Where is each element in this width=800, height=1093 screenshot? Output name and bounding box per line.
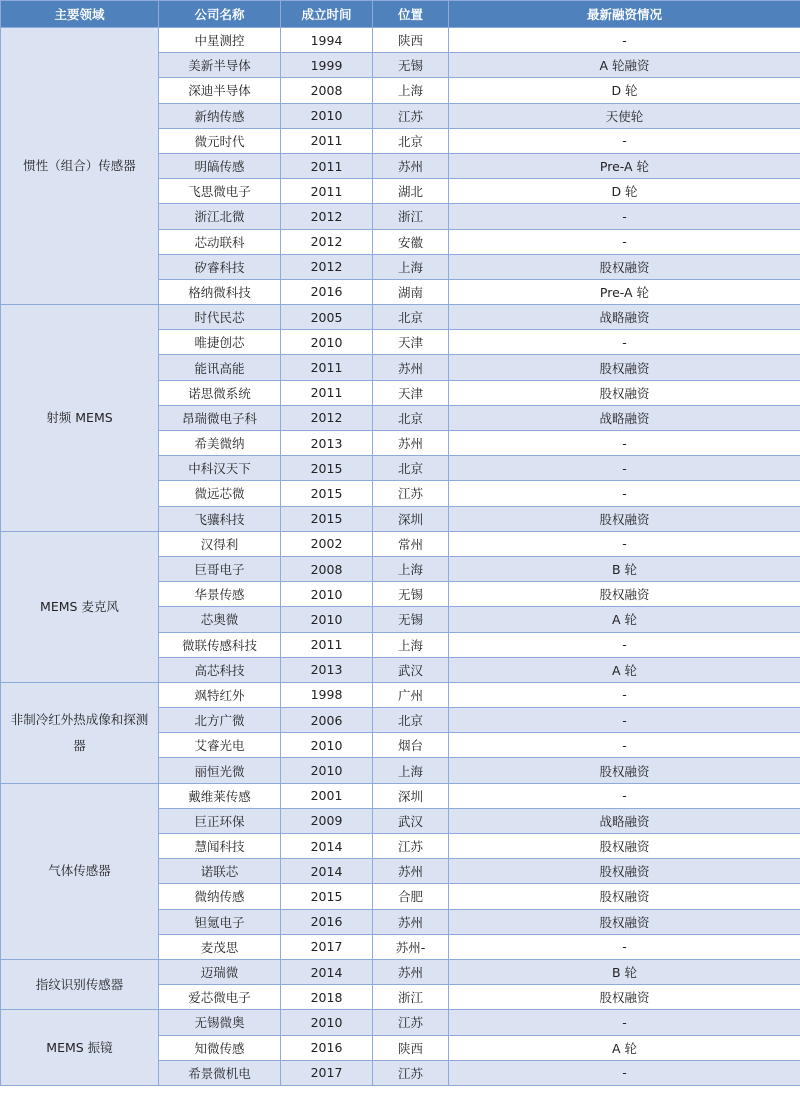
- funding-status-cell: -: [449, 229, 800, 254]
- table-body: [1, 28, 800, 1086]
- company-name-cell: 中科汉天下: [159, 456, 281, 481]
- funding-status-cell: A 轮融资: [449, 53, 800, 78]
- company-name-cell: 时代民芯: [159, 305, 281, 330]
- location-cell: 无锡: [373, 607, 449, 632]
- location-cell: 苏州: [373, 959, 449, 984]
- company-name-cell: 希美微纳: [159, 431, 281, 456]
- founded-year-cell: 2017: [281, 1060, 373, 1085]
- funding-status-cell: -: [449, 204, 800, 229]
- company-name-cell: 中星测控: [159, 28, 281, 53]
- location-cell: 常州: [373, 531, 449, 556]
- location-cell: 苏州: [373, 431, 449, 456]
- company-name-cell: 昂瑞微电子科: [159, 405, 281, 430]
- founded-year-cell: 2015: [281, 481, 373, 506]
- founded-year-cell: 1998: [281, 682, 373, 707]
- founded-year-cell: 2011: [281, 179, 373, 204]
- founded-year-cell: 2011: [281, 380, 373, 405]
- location-cell: 苏州-: [373, 934, 449, 959]
- funding-status-cell: -: [449, 1010, 800, 1035]
- founded-year-cell: 2001: [281, 783, 373, 808]
- company-name-cell: 深迪半导体: [159, 78, 281, 103]
- founded-year-cell: 2008: [281, 78, 373, 103]
- location-cell: 北京: [373, 405, 449, 430]
- founded-year-cell: 2018: [281, 985, 373, 1010]
- founded-year-cell: 2011: [281, 153, 373, 178]
- founded-year-cell: 2013: [281, 657, 373, 682]
- funding-status-cell: -: [449, 456, 800, 481]
- founded-year-cell: 2010: [281, 1010, 373, 1035]
- table-row: [1, 1010, 800, 1035]
- company-name-cell: 诺联芯: [159, 859, 281, 884]
- founded-year-cell: 2010: [281, 758, 373, 783]
- company-name-cell: 芯奥微: [159, 607, 281, 632]
- location-cell: 上海: [373, 632, 449, 657]
- location-cell: 苏州: [373, 153, 449, 178]
- header-funding: 最新融资情况: [449, 1, 800, 28]
- funding-status-cell: 股权融资: [449, 582, 800, 607]
- funding-status-cell: 股权融资: [449, 985, 800, 1010]
- company-name-cell: 能讯高能: [159, 355, 281, 380]
- category-cell: MEMS 振镜: [1, 1010, 159, 1086]
- funding-status-cell: -: [449, 128, 800, 153]
- location-cell: 合肥: [373, 884, 449, 909]
- funding-status-cell: -: [449, 934, 800, 959]
- location-cell: 安徽: [373, 229, 449, 254]
- company-name-cell: 爱芯微电子: [159, 985, 281, 1010]
- funding-status-cell: -: [449, 28, 800, 53]
- location-cell: 上海: [373, 758, 449, 783]
- founded-year-cell: 2014: [281, 959, 373, 984]
- founded-year-cell: 2016: [281, 279, 373, 304]
- funding-status-cell: B 轮: [449, 556, 800, 581]
- founded-year-cell: 2010: [281, 103, 373, 128]
- company-name-cell: 微元时代: [159, 128, 281, 153]
- founded-year-cell: 1999: [281, 53, 373, 78]
- company-name-cell: 浙江北微: [159, 204, 281, 229]
- founded-year-cell: 2010: [281, 733, 373, 758]
- location-cell: 无锡: [373, 582, 449, 607]
- funding-status-cell: Pre-A 轮: [449, 279, 800, 304]
- company-name-cell: 矽睿科技: [159, 254, 281, 279]
- company-name-cell: 格纳微科技: [159, 279, 281, 304]
- company-name-cell: 慧闻科技: [159, 834, 281, 859]
- funding-status-cell: 股权融资: [449, 834, 800, 859]
- company-name-cell: 美新半导体: [159, 53, 281, 78]
- location-cell: 浙江: [373, 204, 449, 229]
- location-cell: 烟台: [373, 733, 449, 758]
- location-cell: 北京: [373, 456, 449, 481]
- funding-status-cell: 股权融资: [449, 355, 800, 380]
- founded-year-cell: 2005: [281, 305, 373, 330]
- header-company: 公司名称: [159, 1, 281, 28]
- company-name-cell: 巨哥电子: [159, 556, 281, 581]
- location-cell: 广州: [373, 682, 449, 707]
- location-cell: 北京: [373, 305, 449, 330]
- location-cell: 深圳: [373, 783, 449, 808]
- founded-year-cell: 2002: [281, 531, 373, 556]
- founded-year-cell: 2016: [281, 1035, 373, 1060]
- funding-status-cell: A 轮: [449, 657, 800, 682]
- funding-status-cell: 股权融资: [449, 884, 800, 909]
- table-row: [1, 959, 800, 984]
- company-name-cell: 微纳传感: [159, 884, 281, 909]
- founded-year-cell: 2011: [281, 128, 373, 153]
- funding-status-cell: 股权融资: [449, 909, 800, 934]
- header-field: 主要领域: [1, 1, 159, 28]
- founded-year-cell: 2010: [281, 607, 373, 632]
- founded-year-cell: 2011: [281, 355, 373, 380]
- funding-status-cell: 股权融资: [449, 254, 800, 279]
- funding-status-cell: -: [449, 733, 800, 758]
- founded-year-cell: 2013: [281, 431, 373, 456]
- location-cell: 江苏: [373, 834, 449, 859]
- funding-status-cell: A 轮: [449, 1035, 800, 1060]
- founded-year-cell: 2015: [281, 884, 373, 909]
- company-name-cell: 飞骧科技: [159, 506, 281, 531]
- category-cell: 气体传感器: [1, 783, 159, 959]
- company-name-cell: 艾睿光电: [159, 733, 281, 758]
- table-row: [1, 28, 800, 53]
- company-name-cell: 知微传感: [159, 1035, 281, 1060]
- funding-status-cell: 战略融资: [449, 405, 800, 430]
- founded-year-cell: 1994: [281, 28, 373, 53]
- founded-year-cell: 2012: [281, 204, 373, 229]
- funding-status-cell: -: [449, 330, 800, 355]
- location-cell: 苏州: [373, 355, 449, 380]
- funding-status-cell: -: [449, 682, 800, 707]
- location-cell: 苏州: [373, 909, 449, 934]
- funding-status-cell: -: [449, 783, 800, 808]
- founded-year-cell: 2015: [281, 506, 373, 531]
- location-cell: 苏州: [373, 859, 449, 884]
- funding-status-cell: 战略融资: [449, 305, 800, 330]
- company-name-cell: 飒特红外: [159, 682, 281, 707]
- category-cell: 惯性（组合）传感器: [1, 28, 159, 305]
- header-row: [1, 1, 800, 28]
- founded-year-cell: 2011: [281, 632, 373, 657]
- company-name-cell: 飞思微电子: [159, 179, 281, 204]
- funding-status-cell: -: [449, 431, 800, 456]
- funding-status-cell: 股权融资: [449, 506, 800, 531]
- founded-year-cell: 2014: [281, 834, 373, 859]
- location-cell: 上海: [373, 556, 449, 581]
- category-cell: 指纹识别传感器: [1, 959, 159, 1009]
- company-name-cell: 巨正环保: [159, 808, 281, 833]
- company-name-cell: 希景微机电: [159, 1060, 281, 1085]
- header-location: 位置: [373, 1, 449, 28]
- company-name-cell: 汉得利: [159, 531, 281, 556]
- location-cell: 浙江: [373, 985, 449, 1010]
- funding-status-cell: B 轮: [449, 959, 800, 984]
- funding-status-cell: A 轮: [449, 607, 800, 632]
- category-cell: 射频 MEMS: [1, 305, 159, 532]
- funding-status-cell: 天使轮: [449, 103, 800, 128]
- funding-status-cell: -: [449, 1060, 800, 1085]
- location-cell: 武汉: [373, 808, 449, 833]
- company-name-cell: 丽恒光微: [159, 758, 281, 783]
- founded-year-cell: 2016: [281, 909, 373, 934]
- funding-status-cell: D 轮: [449, 78, 800, 103]
- funding-status-cell: -: [449, 708, 800, 733]
- founded-year-cell: 2008: [281, 556, 373, 581]
- company-name-cell: 唯捷创芯: [159, 330, 281, 355]
- location-cell: 北京: [373, 128, 449, 153]
- company-name-cell: 迈瑞微: [159, 959, 281, 984]
- company-name-cell: 微远芯微: [159, 481, 281, 506]
- company-name-cell: 高芯科技: [159, 657, 281, 682]
- funding-status-cell: 股权融资: [449, 859, 800, 884]
- header-founded: 成立时间: [281, 1, 373, 28]
- company-name-cell: 芯动联科: [159, 229, 281, 254]
- founded-year-cell: 2006: [281, 708, 373, 733]
- founded-year-cell: 2015: [281, 456, 373, 481]
- table-row: [1, 682, 800, 707]
- funding-status-cell: Pre-A 轮: [449, 153, 800, 178]
- table-header: [1, 1, 800, 28]
- category-cell: 非制冷红外热成像和探测器: [1, 682, 159, 783]
- category-cell: MEMS 麦克风: [1, 531, 159, 682]
- founded-year-cell: 2010: [281, 582, 373, 607]
- company-name-cell: 诺思微系统: [159, 380, 281, 405]
- location-cell: 武汉: [373, 657, 449, 682]
- funding-status-cell: 股权融资: [449, 758, 800, 783]
- table-row: [1, 531, 800, 556]
- founded-year-cell: 2009: [281, 808, 373, 833]
- funding-status-cell: -: [449, 531, 800, 556]
- location-cell: 江苏: [373, 481, 449, 506]
- funding-status-cell: -: [449, 481, 800, 506]
- company-name-cell: 明皜传感: [159, 153, 281, 178]
- funding-status-cell: D 轮: [449, 179, 800, 204]
- funding-status-cell: 股权融资: [449, 380, 800, 405]
- location-cell: 天津: [373, 330, 449, 355]
- location-cell: 陕西: [373, 1035, 449, 1060]
- company-name-cell: 微联传感科技: [159, 632, 281, 657]
- location-cell: 江苏: [373, 1060, 449, 1085]
- table-row: [1, 305, 800, 330]
- table-row: [1, 783, 800, 808]
- location-cell: 天津: [373, 380, 449, 405]
- founded-year-cell: 2012: [281, 405, 373, 430]
- founded-year-cell: 2012: [281, 229, 373, 254]
- company-name-cell: 钽氪电子: [159, 909, 281, 934]
- location-cell: 江苏: [373, 1010, 449, 1035]
- founded-year-cell: 2014: [281, 859, 373, 884]
- funding-status-cell: 战略融资: [449, 808, 800, 833]
- location-cell: 无锡: [373, 53, 449, 78]
- founded-year-cell: 2010: [281, 330, 373, 355]
- location-cell: 北京: [373, 708, 449, 733]
- funding-status-cell: -: [449, 632, 800, 657]
- company-name-cell: 华景传感: [159, 582, 281, 607]
- location-cell: 陕西: [373, 28, 449, 53]
- location-cell: 上海: [373, 254, 449, 279]
- company-name-cell: 北方广微: [159, 708, 281, 733]
- founded-year-cell: 2017: [281, 934, 373, 959]
- company-name-cell: 戴维莱传感: [159, 783, 281, 808]
- company-name-cell: 麦茂思: [159, 934, 281, 959]
- company-name-cell: 新纳传感: [159, 103, 281, 128]
- founded-year-cell: 2012: [281, 254, 373, 279]
- location-cell: 江苏: [373, 103, 449, 128]
- company-name-cell: 无锡微奥: [159, 1010, 281, 1035]
- location-cell: 湖北: [373, 179, 449, 204]
- location-cell: 深圳: [373, 506, 449, 531]
- location-cell: 上海: [373, 78, 449, 103]
- location-cell: 湖南: [373, 279, 449, 304]
